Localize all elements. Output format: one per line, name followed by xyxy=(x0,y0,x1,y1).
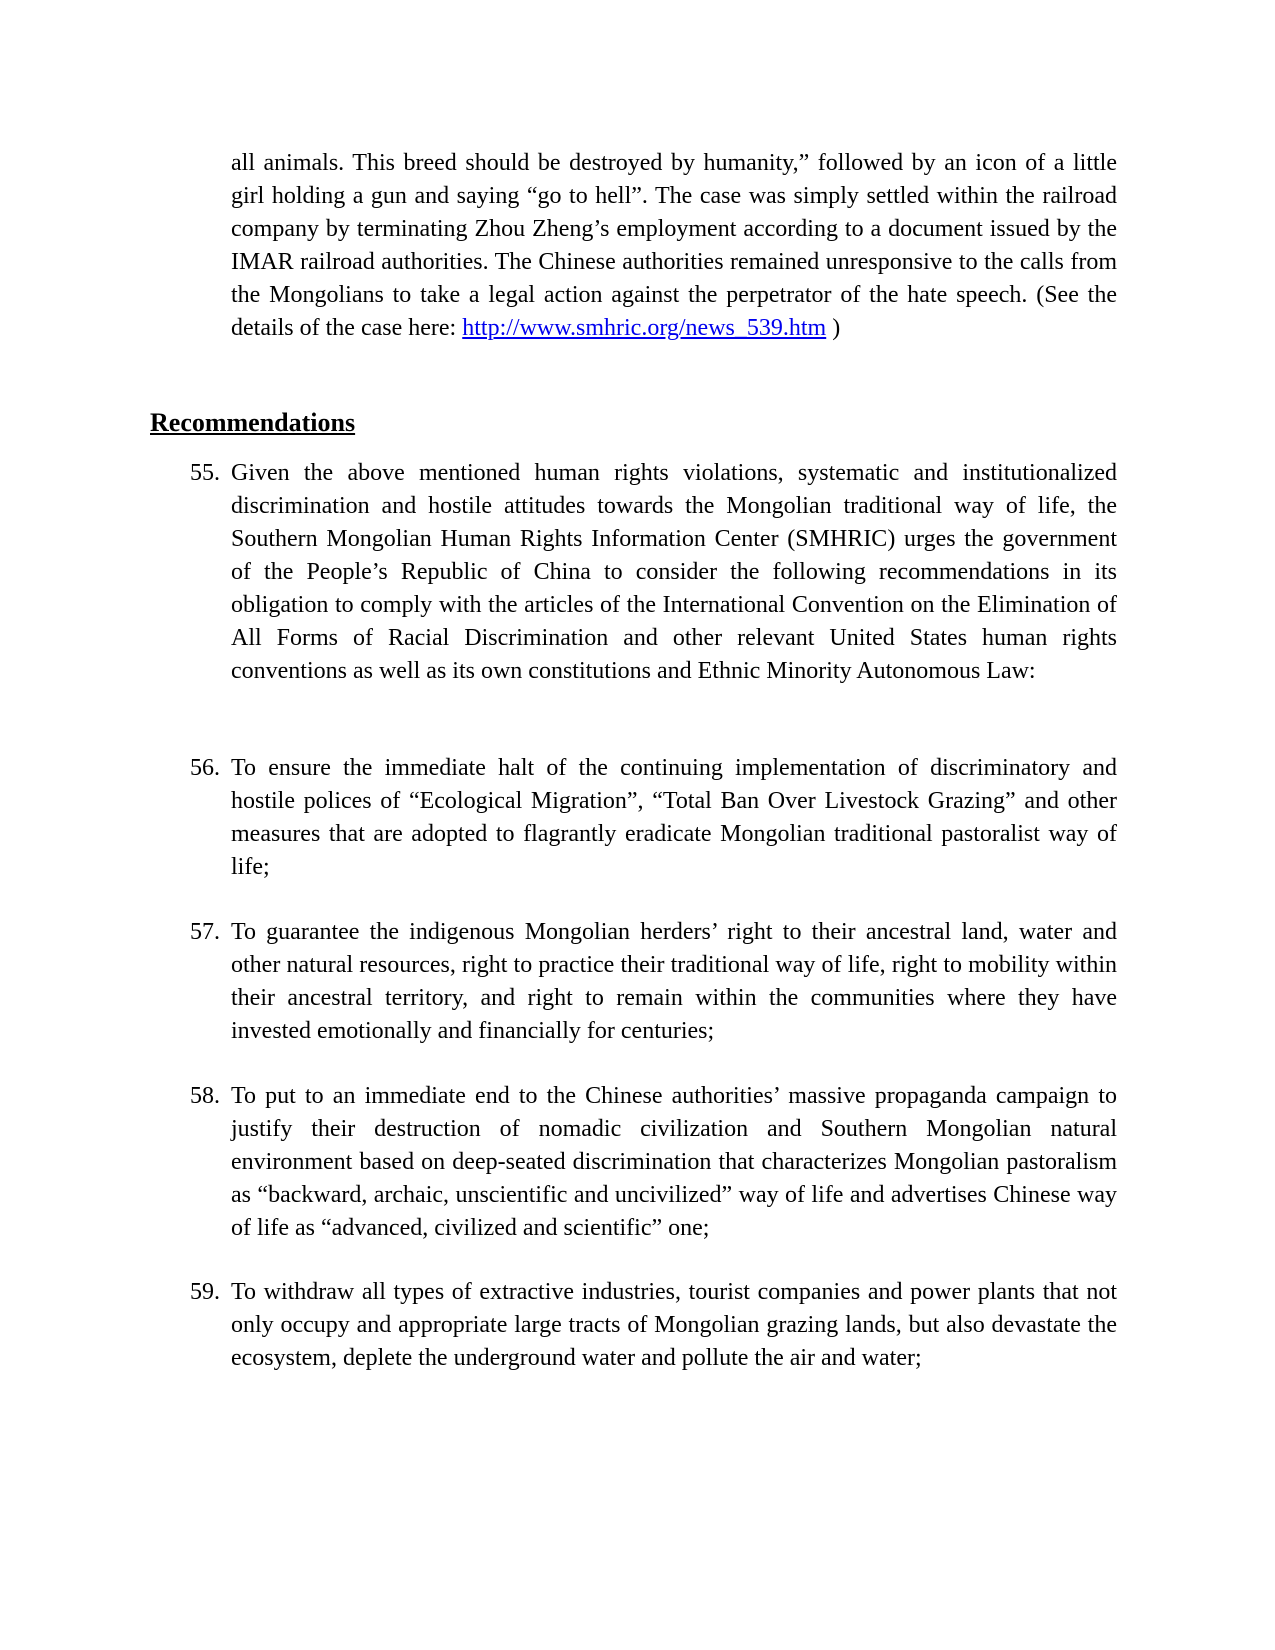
recommendation-number: 55. xyxy=(190,460,220,486)
recommendation-number: 59. xyxy=(190,1279,220,1305)
recommendation-item xyxy=(190,752,1117,884)
recommendation-text: Given the above mentioned human rights violations, systematic and institutionalized discrimination and hostile attitudes towards the Mongolian traditional way of life, the Southern Mongolian Human Rights Information Center (SMHRIC) urges the government of the People’s Republic of China to consider the following recommendations in its obligation to comply with the articles of the International Convention on the Elimination of All Forms of Racial Discrimination and other relevant United States human rights conventions as well as its own constitutions and Ethnic Minority Autonomous Law: xyxy=(231,460,1117,684)
recommendation-item xyxy=(190,457,1117,688)
recommendation-text: To put to an immediate end to the Chinese authorities’ massive propaganda campaign to justify their destruction of nomadic civilization and Southern Mongolian natural environment based on deep-seated discrimination that characterizes Mongolian pastoralism as “backward, archaic, unscientific and uncivilized” way of life and advertises Chinese way of life as “advanced, civilized and scientific” one; xyxy=(231,1083,1117,1241)
recommendation-text: To ensure the immediate halt of the continuing implementation of discriminatory and hostile polices of “Ecological Migration”, “Total Ban Over Livestock Grazing” and other measures that are adopted to flagrantly eradicate Mongolian traditional pastoralist way of life; xyxy=(231,755,1117,880)
recommendation-item xyxy=(190,1080,1117,1245)
recommendation-item xyxy=(190,1276,1117,1375)
recommendation-item xyxy=(190,916,1117,1048)
recommendation-number: 57. xyxy=(190,919,220,945)
case-details-link[interactable]: http://www.smhric.org/news_539.htm xyxy=(462,315,827,341)
recommendation-text: To withdraw all types of extractive industries, tourist companies and power plants that not only occupy and appropriate large tracts of Mongolian grazing lands, but also devastate the ecosystem, deplete the underground water and pollute the air and water; xyxy=(231,1279,1117,1371)
intro-text-end: ) xyxy=(826,315,841,341)
intro-paragraph xyxy=(231,147,1117,345)
recommendation-number: 58. xyxy=(190,1083,220,1109)
recommendation-number: 56. xyxy=(190,755,220,781)
recommendation-text: To guarantee the indigenous Mongolian herders’ right to their ancestral land, water and other natural resources, right to practice their traditional way of life, right to mobility within their ancestral territory, and right to remain within the communities where they have invested emotionally and financially for centuries; xyxy=(231,919,1117,1044)
section-heading: Recommendations xyxy=(150,408,356,437)
intro-text: all animals. This breed should be destroyed by humanity,” followed by an icon of a little girl holding a gun and saying “go to hell”. The case was simply settled within the railroad company by terminating Zhou Zheng’s employment according to a document issued by the IMAR railroad authorities. The Chinese authorities remained unresponsive to the calls from the Mongolians to take a legal action against the perpetrator of the hate speech. (See the details of the case here: xyxy=(231,150,1117,341)
